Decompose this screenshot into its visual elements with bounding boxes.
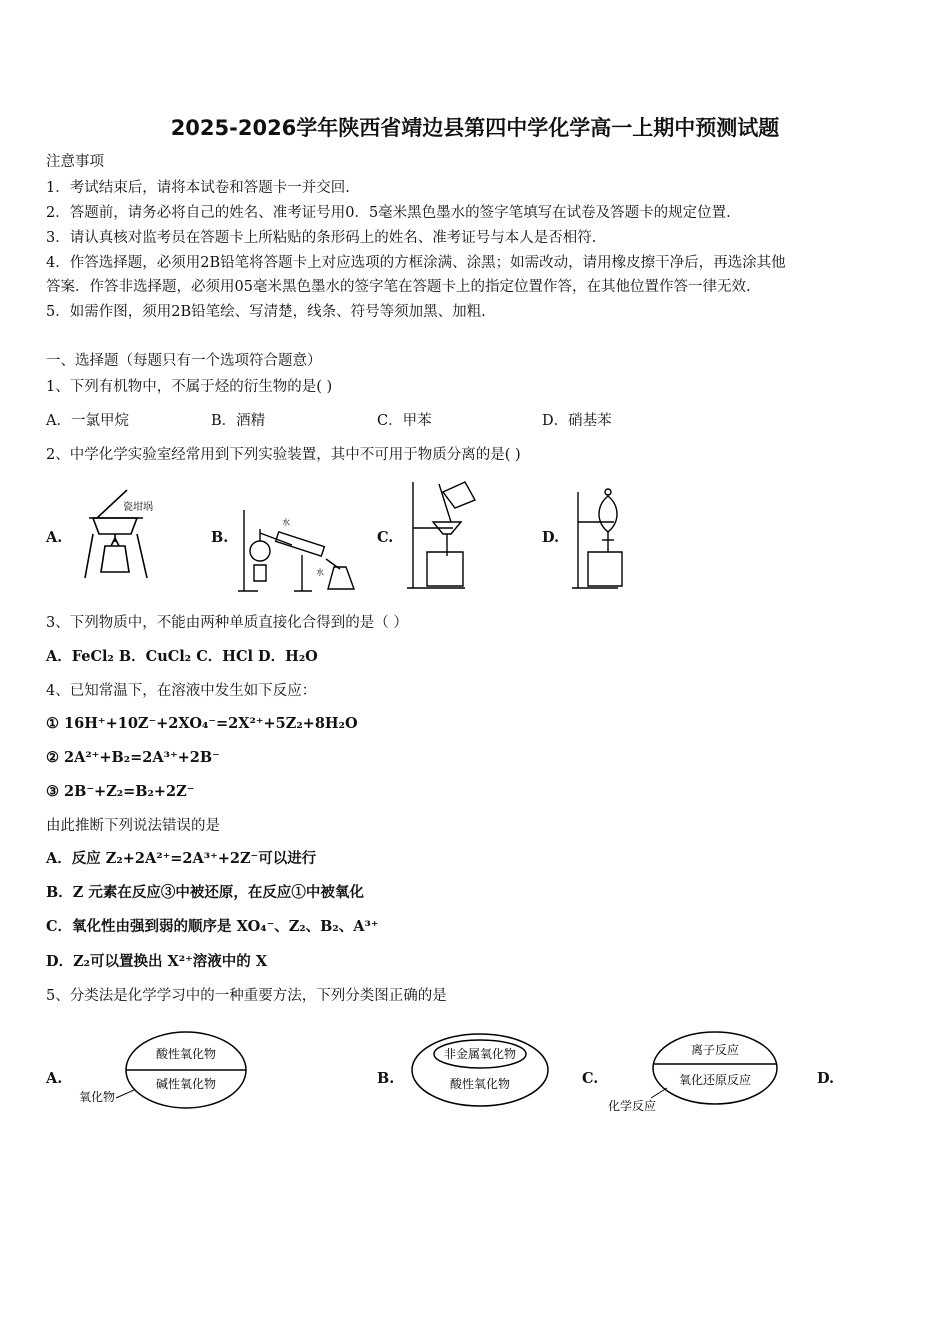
apparatus-filtration-figure [405,478,480,593]
svg-text:酸性氧化物: 酸性氧化物 [449,1077,511,1091]
q2-label-b: B. [211,529,229,546]
notice-item: 3．请认真核对监考员在答题卡上所粘贴的条形码上的姓名、准考证号与本人是否相符. [46,230,597,246]
q4-reaction-1: ① 16H⁺+10Z⁻+2XO₄⁻=2X²⁺+5Z₂+8H₂O [46,715,358,732]
q3-options: A．FeCl₂ B．CuCl₂ C．HCl D．H₂O [46,648,318,665]
section-heading: 一、选择题（每题只有一个选项符合题意） [46,353,322,369]
svg-text:水: 水 [316,568,324,577]
svg-text:离子反应: 离子反应 [690,1043,740,1057]
classification-diagram-c [605,1028,785,1116]
q5-label-d: D. [817,1070,835,1087]
notice-heading: 注意事项 [46,154,104,170]
svg-text:碱性氧化物: 碱性氧化物 [155,1077,217,1091]
question-2-stem: 2、中学化学实验室经常用到下列实验装置，其中不可用于物质分离的是( ) [46,447,521,463]
q1-option-a: A．一氯甲烷 [46,413,129,429]
q5-label-c: C. [582,1070,599,1087]
svg-text:瓷坩埚: 瓷坩埚 [123,502,153,513]
question-1-stem: 1、下列有机物中，不属于烃的衍生物的是( ) [46,379,333,395]
classification-diagram-b [408,1030,553,1110]
q2-label-d: D. [542,529,560,546]
svg-text:非金属氧化物: 非金属氧化物 [443,1047,517,1061]
svg-text:氧化物: 氧化物 [79,1090,116,1104]
q4-option-c: C．氧化性由强到弱的顺序是 XO₄⁻、Z₂、B₂、A³⁺ [46,918,379,935]
svg-text:酸性氧化物: 酸性氧化物 [155,1047,217,1061]
notice-item: 2．答题前，请务必将自己的姓名、准考证号用0．5毫米黑色墨水的签字笔填写在试卷及答题卡的规定位置. [46,205,731,221]
notice-item: 1．考试结束后，请将本试卷和答题卡一并交回. [46,180,350,196]
question-3-stem: 3、下列物质中，不能由两种单质直接化合得到的是（ ） [46,615,408,631]
q1-option-c: C．甲苯 [377,413,432,429]
q4-option-a: A．反应 Z₂+2A²⁺=2A³⁺+2Z⁻可以进行 [46,850,317,867]
q4-reaction-2: ② 2A²⁺+B₂=2A³⁺+2B⁻ [46,749,220,766]
q5-label-a: A. [46,1070,63,1087]
notice-item: 答案．作答非选择题，必须用05毫米黑色墨水的签字笔在答题卡上的指定位置作答，在其他位置作答一律无效. [46,279,751,295]
notice-item: 5．如需作图，须用2B铅笔绘、写清楚，线条、符号等须加黑、加粗. [46,304,486,320]
apparatus-separatory-funnel-figure [570,482,630,592]
q2-label-c: C. [377,529,394,546]
apparatus-evaporation-figure [75,482,170,592]
q1-option-b: B．酒精 [211,413,266,429]
q4-option-d: D．Z₂可以置换出 X²⁺溶液中的 X [46,953,268,970]
q5-label-b: B. [377,1070,395,1087]
notice-item: 4．作答选择题，必须用2B铅笔将答题卡上对应选项的方框涂满、涂黑；如需改动，请用橡皮擦干净后，再选涂其他 [46,255,786,271]
classification-diagram-a [76,1028,251,1113]
svg-text:水: 水 [282,518,290,527]
q4-ask: 由此推断下列说法错误的是 [46,818,220,834]
q2-label-a: A. [46,529,63,546]
apparatus-distillation-figure [236,505,361,595]
q4-reaction-3: ③ 2B⁻+Z₂=B₂+2Z⁻ [46,783,195,800]
q4-option-b: B．Z 元素在反应③中被还原，在反应①中被氧化 [46,884,364,901]
question-4-stem: 4、已知常温下，在溶液中发生如下反应： [46,683,317,699]
svg-text:化学反应: 化学反应 [608,1099,657,1113]
page-title: 2025-2026学年陕西省靖边县第四中学化学高一上期中预测试题 [170,116,780,140]
q1-option-d: D．硝基苯 [542,413,612,429]
svg-text:氧化还原反应: 氧化还原反应 [678,1073,752,1087]
question-5-stem: 5、分类法是化学学习中的一种重要方法，下列分类图正确的是 [46,988,447,1004]
